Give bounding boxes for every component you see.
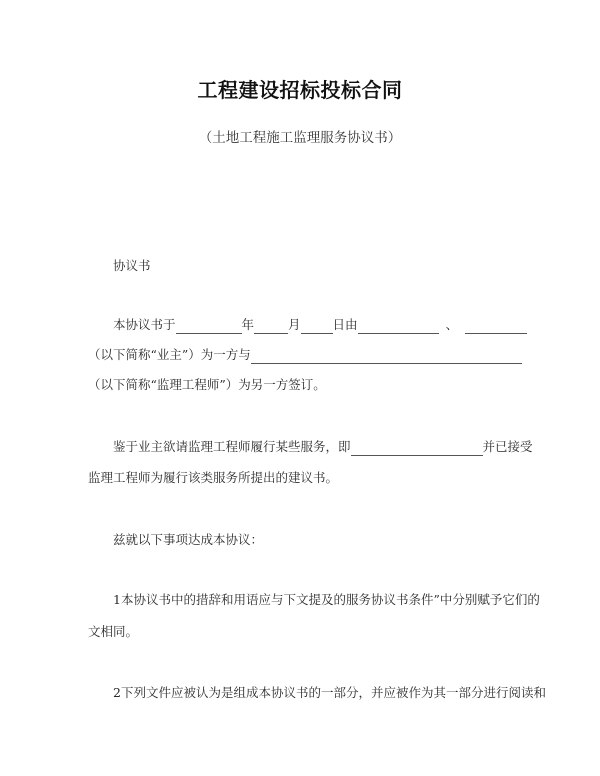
separator: 、 xyxy=(445,317,459,332)
whereas-suffix: 并已接受 xyxy=(482,439,533,454)
whereas-line xyxy=(113,438,533,456)
agreement-intro: 兹就以下事项达成本协议： xyxy=(113,532,264,547)
line1-prefix: 本协议书于 xyxy=(113,317,176,332)
year-label: 年 xyxy=(241,317,255,332)
day-blank[interactable] xyxy=(301,320,333,334)
document-title: 工程建设招标投标合同 xyxy=(197,78,403,102)
clause-2-line-1: 2下列文件应被认为是组成本协议书的一部分，并应被作为其一部分进行阅读和 xyxy=(113,685,546,700)
whereas-prefix: 鉴于业主欲请监理工程师履行某些服务，即 xyxy=(113,439,351,454)
owner-line xyxy=(88,346,522,364)
month-label: 月 xyxy=(288,317,301,332)
whereas-continuation: 监理工程师为履行该类服务所提出的建议书。 xyxy=(88,470,339,485)
line2-text: （以下简称“业主”）为一方与 xyxy=(88,347,251,362)
year-blank[interactable] xyxy=(176,320,242,334)
engineer-name-blank[interactable] xyxy=(251,350,522,364)
section-heading: 协议书 xyxy=(113,258,151,273)
month-blank[interactable] xyxy=(254,320,288,334)
owner-name-blank-2[interactable] xyxy=(465,320,527,334)
services-blank[interactable] xyxy=(351,442,483,456)
clause-1-line-2: 文相同。 xyxy=(88,624,139,639)
agreement-date-line xyxy=(113,316,527,334)
engineer-line: （以下简称“监理工程师”）为另一方签订。 xyxy=(88,377,326,392)
day-label: 日由 xyxy=(332,317,358,332)
document-subtitle: （土地工程施工监理服务协议书） xyxy=(198,130,402,146)
owner-name-blank[interactable] xyxy=(358,320,439,334)
clause-1-line-1: 1本协议书中的措辞和用语应与下文提及的服务协议书条件”中分别赋予它们的 xyxy=(113,592,540,607)
